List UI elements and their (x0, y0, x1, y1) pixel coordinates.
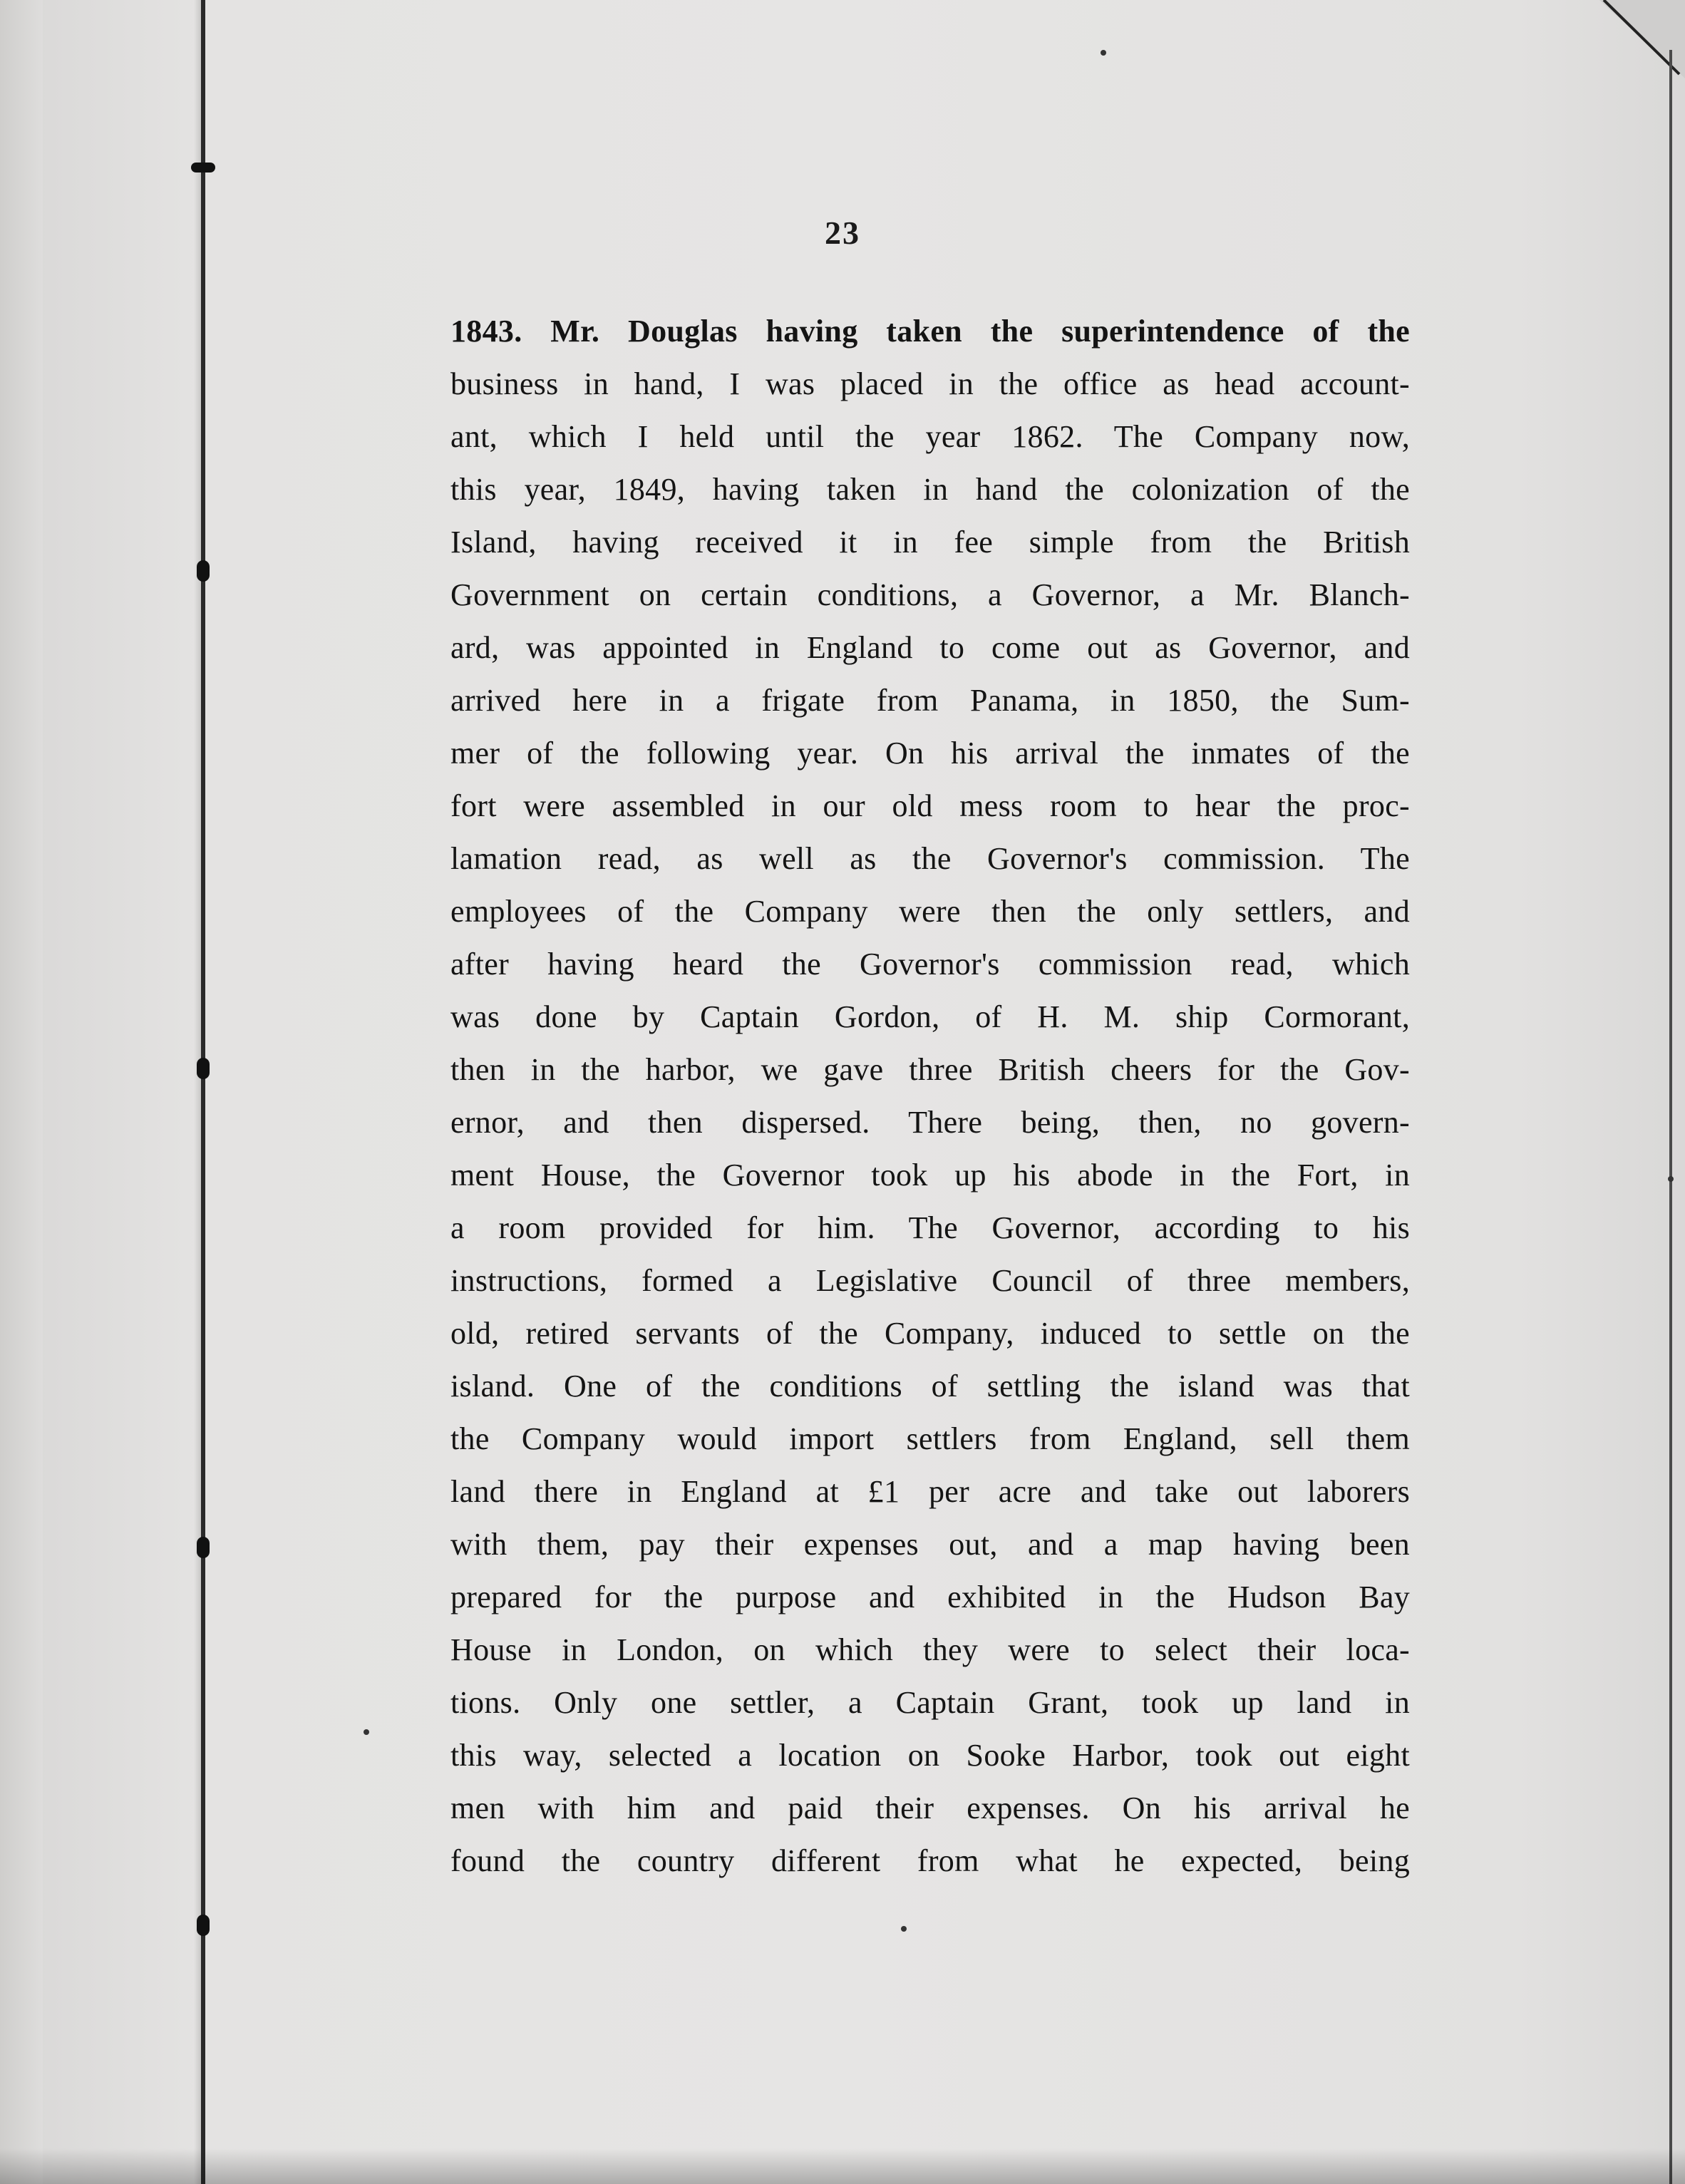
text-line: old, retired servants of the Company, induced to settle on the (450, 1316, 1410, 1351)
folded-corner (1599, 0, 1685, 78)
scan-speck (364, 1729, 369, 1735)
text-line: fort were assembled in our old mess room to hear the proc- (450, 788, 1410, 823)
text-line: with them, pay their expenses out, and a map having been (450, 1527, 1410, 1562)
text-line: the Company would import settlers from England, sell them (450, 1421, 1410, 1456)
scan-speck (1668, 1176, 1674, 1182)
text-line: arrived here in a frigate from Panama, in 1850, the Sum- (450, 683, 1410, 718)
text-line: business in hand, I was placed in the office as head account- (450, 366, 1410, 401)
scan-speck (901, 1926, 907, 1932)
text-line: mer of the following year. On his arrival the inmates of the (450, 736, 1410, 771)
binding-shadow (194, 0, 201, 2184)
page-number: 23 (825, 215, 860, 251)
text-line: this way, selected a location on Sooke Harbor, took out eight (450, 1738, 1410, 1773)
text-line: instructions, formed a Legislative Council of three members, (450, 1263, 1410, 1298)
text-line: then in the harbor, we gave three British cheers for the Gov- (450, 1052, 1410, 1087)
binding-knot (197, 1915, 210, 1936)
text-line: ernor, and then dispersed. There being, then, no govern- (450, 1105, 1410, 1140)
text-line: tions. Only one settler, a Captain Grant, took up land in (450, 1685, 1410, 1720)
text-line: ant, which I held until the year 1862. The Company now, (450, 419, 1410, 454)
text-line: land there in England at £1 per acre and take out laborers (450, 1474, 1410, 1509)
text-line: Government on certain conditions, a Governor, a Mr. Blanch- (450, 577, 1410, 612)
text-line: prepared for the purpose and exhibited in the Hudson Bay (450, 1580, 1410, 1614)
scan-speck (1101, 50, 1106, 56)
text-line: this year, 1849, having taken in hand the colonization of the (450, 472, 1410, 507)
text-line: ment House, the Governor took up his abode in the Fort, in (450, 1158, 1410, 1193)
binding-stitch (191, 163, 215, 172)
text-line: 1843. Mr. Douglas having taken the superintendence of the (450, 314, 1410, 349)
binding-knot (197, 560, 210, 582)
text-line: island. One of the conditions of settling the island was that (450, 1369, 1410, 1403)
binding-margin (0, 0, 43, 2184)
text-line: a room provided for him. The Governor, according to his (450, 1210, 1410, 1245)
page-bottom-shadow (0, 2148, 1685, 2184)
text-line: men with him and paid their expenses. On his arrival he (450, 1791, 1410, 1825)
text-line: lamation read, as well as the Governor's commission. The (450, 841, 1410, 876)
text-line: after having heard the Governor's commission read, which (450, 947, 1410, 982)
text-line: was done by Captain Gordon, of H. M. ship Cormorant, (450, 999, 1410, 1034)
binding-knot (197, 1058, 210, 1079)
text-line: ard, was appointed in England to come out as Governor, and (450, 630, 1410, 665)
binding-knot (197, 1537, 210, 1558)
text-line: employees of the Company were then the only settlers, and (450, 894, 1410, 929)
body-text (450, 305, 1410, 1887)
page-right-edge (1669, 50, 1672, 2184)
text-line: Island, having received it in fee simple from the British (450, 525, 1410, 560)
text-line: found the country different from what he expected, being (450, 1843, 1410, 1878)
text-line: House in London, on which they were to select their loca- (450, 1632, 1410, 1667)
binding-thread-line (201, 0, 205, 2184)
